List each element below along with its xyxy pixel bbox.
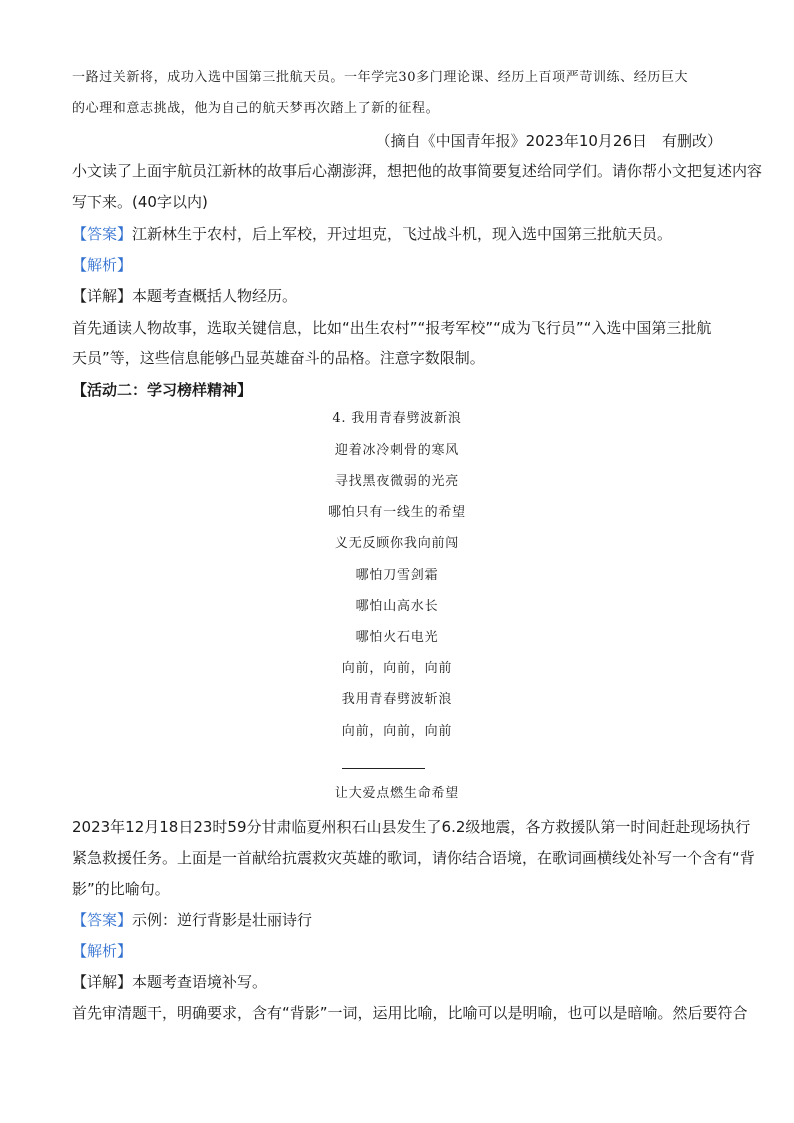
poem-line: 4. 我用青春劈波新浪	[332, 411, 462, 426]
q4-prompt-line-1: 2023年12月18日23时59分甘肃临夏州积石山县发生了6.2级地震，各方救援队第一时间赶赴现场执行	[72, 818, 751, 836]
q4-detail	[72, 972, 267, 992]
poem-line: 向前，向前，向前	[341, 724, 453, 739]
poem-last-line: 让大爱点燃生命希望	[334, 786, 460, 801]
q3-analysis-tag: 【解析】	[72, 256, 133, 274]
poem-line: 迎着冰冷刺骨的寒风	[334, 443, 460, 458]
intro-line-1: 一路过关新将，成功入选中国第三批航天员。一年学完30多门理论课、经历上百项严苛训练、经历巨大	[72, 70, 689, 85]
q3-prompt-line-1: 小文读了上面宇航员江新林的故事后心潮澎湃，想把他的故事简要复述给同学们。请你帮小文把复述内容	[72, 162, 763, 180]
q3-prompt-line-2: 写下来。(40字以内)	[72, 193, 208, 211]
answer-tag: 【答案】	[72, 911, 133, 929]
q3-explain-line-1: 首先通读人物故事，选取关键信息，比如“出生农村”“报考军校”“成为飞行员”“入选中国第三批航	[72, 319, 712, 337]
poem-line: 向前，向前，向前	[341, 661, 453, 676]
poem-line: 哪怕山高水长	[355, 599, 439, 614]
q3-explain-line-2: 天员”等，这些信息能够凸显英雄奋斗的品格。注意字数限制。	[72, 349, 485, 367]
poem-line: 寻找黑夜微弱的光亮	[334, 474, 460, 489]
q3-answer	[72, 224, 672, 244]
poem-line: 义无反顾你我向前闯	[334, 536, 460, 551]
source-citation: （摘自《中国青年报》2023年10月26日 有删改）	[375, 132, 722, 150]
activity-heading: 【活动二：学习榜样精神】	[72, 381, 253, 399]
detail-text: 本题考查概括人物经历。	[132, 287, 298, 305]
answer-tag: 【答案】	[72, 225, 133, 243]
answer-text: 江新林生于农村，后上军校，开过坦克，飞过战斗机，现入选中国第三批航天员。	[132, 225, 673, 243]
detail-text: 本题考查语境补写。	[132, 973, 268, 991]
q4-analysis-tag: 【解析】	[72, 942, 133, 960]
q4-answer	[72, 910, 312, 930]
poem-line: 哪怕火石电光	[355, 630, 439, 645]
intro-line-2: 的心理和意志挑战，他为自己的航天梦再次踏上了新的征程。	[72, 101, 440, 116]
poem-line: 哪怕只有一线生的希望	[327, 505, 466, 520]
q4-prompt-line-3: 影”的比喻句。	[72, 880, 170, 898]
answer-text: 示例：逆行背影是壮丽诗行	[132, 911, 313, 929]
fill-in-blank-line	[342, 768, 425, 769]
poem-line: 我用青春劈波斩浪	[341, 692, 453, 707]
detail-tag: 【详解】	[72, 973, 133, 991]
q4-prompt-line-2: 紧急救援任务。上面是一首献给抗震救灾英雄的歌词，请你结合语境，在歌词画横线处补写一个含有“背	[72, 849, 755, 867]
q3-detail	[72, 286, 297, 306]
q4-explain-line-1: 首先审清题干，明确要求，含有“背影”一词，运用比喻，比喻可以是明喻，也可以是暗喻。然后要符合	[72, 1004, 748, 1022]
poem-line: 哪怕刀雪剑霜	[355, 568, 439, 583]
detail-tag: 【详解】	[72, 287, 133, 305]
